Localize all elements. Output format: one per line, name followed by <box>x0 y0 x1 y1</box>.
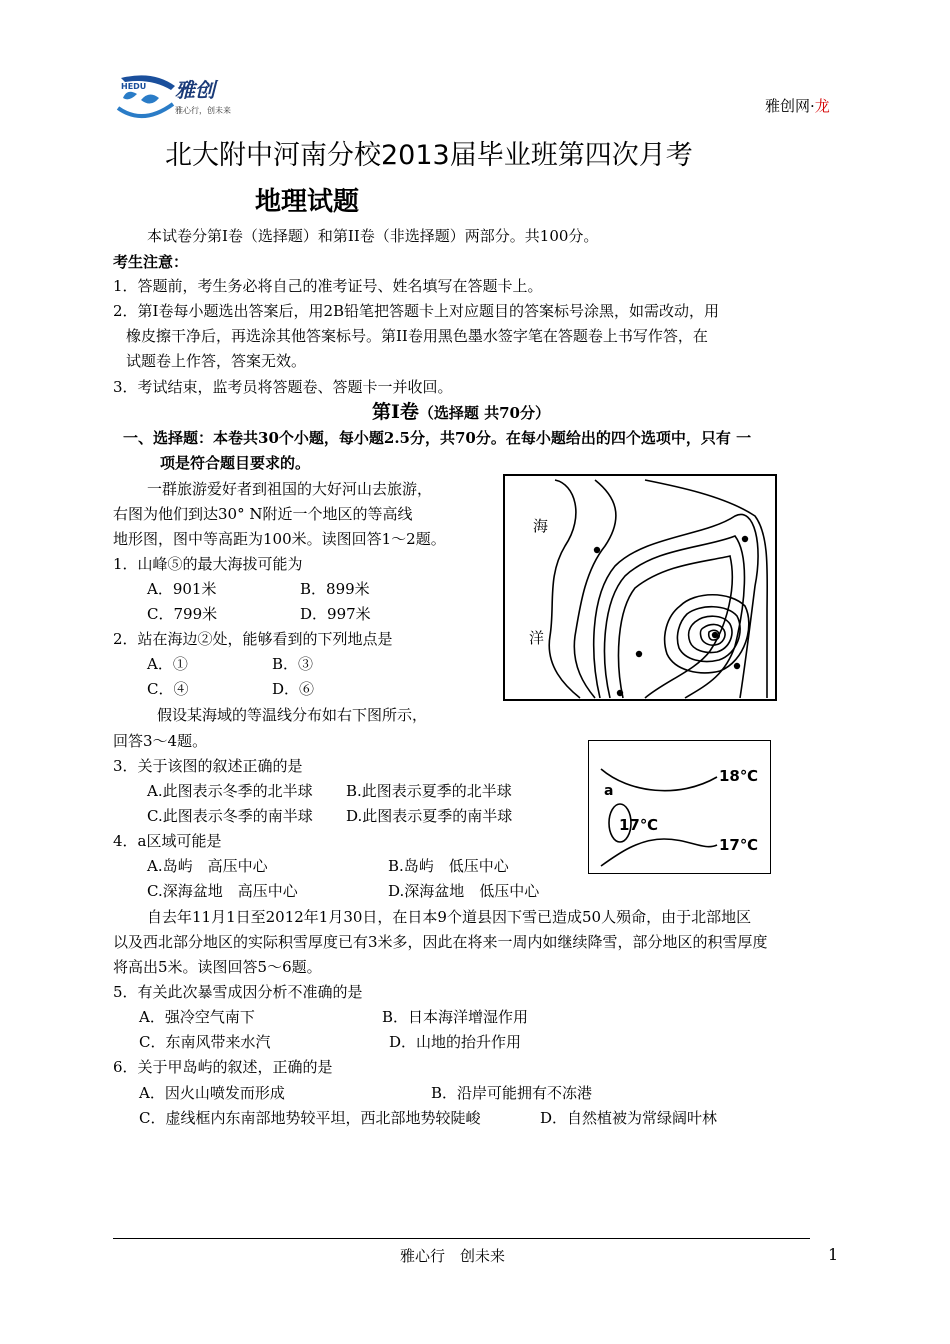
isotherm-label-a: a <box>604 783 614 799</box>
q4-option-b: B.岛屿 低压中心 <box>388 857 509 875</box>
q3-option-d: D.此图表示夏季的南半球 <box>346 807 513 825</box>
passage2-line-2: 回答3～4题。 <box>113 732 208 750</box>
q3-option-b: B.此图表示夏季的北半球 <box>346 782 512 800</box>
notice-line-4: 试题卷上作答，答案无效。 <box>126 352 307 370</box>
map-label-sea: 海 <box>533 517 549 535</box>
logo-brand: 雅创 <box>175 78 215 102</box>
q5-stem: 5．有关此次暴雪成因分析不准确的是 <box>113 983 363 1001</box>
site-prefix: 雅创网· <box>765 97 815 115</box>
footer-divider <box>113 1238 810 1239</box>
passage1-line-2: 右图为他们到达30° N附近一个地区的等高线 <box>113 505 413 523</box>
q6-option-d: D．自然植被为常绿阔叶林 <box>540 1109 718 1127</box>
logo <box>113 68 253 128</box>
contour-map <box>503 474 777 701</box>
q4-option-d: D.深海盆地 低压中心 <box>388 882 540 900</box>
notice-line-1: 1．答题前，考生务必将自己的准考证号、姓名填写在答题卡上。 <box>113 277 543 295</box>
q1-option-a: A．901米 <box>147 580 217 598</box>
q2-option-c: C．④ <box>147 680 189 698</box>
q5-option-c: C．东南风带来水汽 <box>139 1033 271 1051</box>
site-name <box>765 94 830 119</box>
q6-option-c: C．虚线框内东南部地势较平坦，西北部地势较陡峻 <box>139 1109 481 1127</box>
q2-option-d: D．⑥ <box>272 680 315 698</box>
part1-heading <box>372 400 550 426</box>
passage3-line-1: 自去年11月1日至2012年1月30日，在日本9个道县因下雪已造成50人殒命，由于北部地区 <box>147 908 752 926</box>
q1-option-c: C．799米 <box>147 605 218 623</box>
q6-option-a: A．因火山喷发而形成 <box>139 1084 285 1102</box>
isotherm-map <box>588 740 771 874</box>
page-number: 1 <box>828 1245 839 1264</box>
q2-option-a: A．① <box>147 655 188 673</box>
q5-option-a: A．强冷空气南下 <box>139 1008 255 1026</box>
q6-stem: 6．关于甲岛屿的叙述，正确的是 <box>113 1058 333 1076</box>
q4-option-a: A.岛屿 高压中心 <box>147 857 268 875</box>
intro-text: 本试卷分第I卷（选择题）和第II卷（非选择题）两部分。共100分。 <box>147 227 599 245</box>
passage3-line-2: 以及西北部分地区的实际积雪厚度已有3米多，因此在将来一周内如继续降雪，部分地区的积雪厚度 <box>113 933 768 951</box>
contour-lines-icon <box>505 476 775 699</box>
isotherm-label-17-outer: 17℃ <box>719 836 759 854</box>
passage1-line-1: 一群旅游爱好者到祖国的大好河山去旅游， <box>147 480 433 498</box>
q2-option-b: B．③ <box>272 655 314 673</box>
q1-option-b: B．899米 <box>300 580 370 598</box>
notice-line-5: 3．考试结束，监考员将答题卷、答题卡一并收回。 <box>113 378 453 396</box>
q2-stem: 2．站在海边②处，能够看到的下列地点是 <box>113 630 393 648</box>
section-instruction-2: 项是符合题目要求的。 <box>160 454 311 472</box>
notice-heading: 考生注意： <box>113 253 189 271</box>
q3-stem: 3．关于该图的叙述正确的是 <box>113 757 303 775</box>
logo-slogan: 雅心行，创未来 <box>175 106 231 115</box>
part1-heading-sub: （选择题 共70分） <box>418 404 550 422</box>
passage1-line-3: 地形图，图中等高距为100米。读图回答1～2题。 <box>113 530 446 548</box>
q5-option-d: D．山地的抬升作用 <box>389 1033 522 1051</box>
q5-option-b: B．日本海洋增湿作用 <box>382 1008 529 1026</box>
page-title: 北大附中河南分校2013届毕业班第四次月考 <box>165 140 693 171</box>
site-accent: 龙 <box>814 97 830 115</box>
map-label-ocean: 洋 <box>529 629 545 647</box>
passage2-line-1: 假设某海域的等温线分布如右下图所示， <box>157 706 428 724</box>
q4-option-c: C.深海盆地 高压中心 <box>147 882 298 900</box>
logo-mark: HEDU <box>121 82 147 91</box>
notice-line-2: 2．第I卷每小题选出答案后，用2B铅笔把答题卡上对应题目的答案标号涂黑，如需改动，用 <box>113 302 720 320</box>
section-instruction-1: 一、选择题：本卷共30个小题，每小题2.5分，共70分。在每小题给出的四个选项中，只有 一 <box>123 429 752 447</box>
footer-slogan: 雅心行 创未来 <box>400 1247 506 1265</box>
q4-stem: 4．a区域可能是 <box>113 832 222 850</box>
part1-heading-main: 第Ⅰ卷 <box>372 401 419 423</box>
q6-option-b: B．沿岸可能拥有不冻港 <box>431 1084 593 1102</box>
q3-option-c: C.此图表示冬季的南半球 <box>147 807 313 825</box>
q1-option-d: D．997米 <box>300 605 371 623</box>
isotherm-label-18: 18℃ <box>719 767 759 785</box>
passage3-line-3: 将高出5米。读图回答5～6题。 <box>113 958 322 976</box>
isotherm-label-17-inner: 17℃ <box>619 816 659 834</box>
notice-line-3: 橡皮擦干净后，再选涂其他答案标号。第II卷用黑色墨水签字笔在答题卷上书写作答，在 <box>126 327 708 345</box>
q3-option-a: A.此图表示冬季的北半球 <box>147 782 313 800</box>
q1-stem: 1．山峰⑤的最大海拔可能为 <box>113 555 303 573</box>
page-subtitle: 地理试题 <box>255 187 360 217</box>
